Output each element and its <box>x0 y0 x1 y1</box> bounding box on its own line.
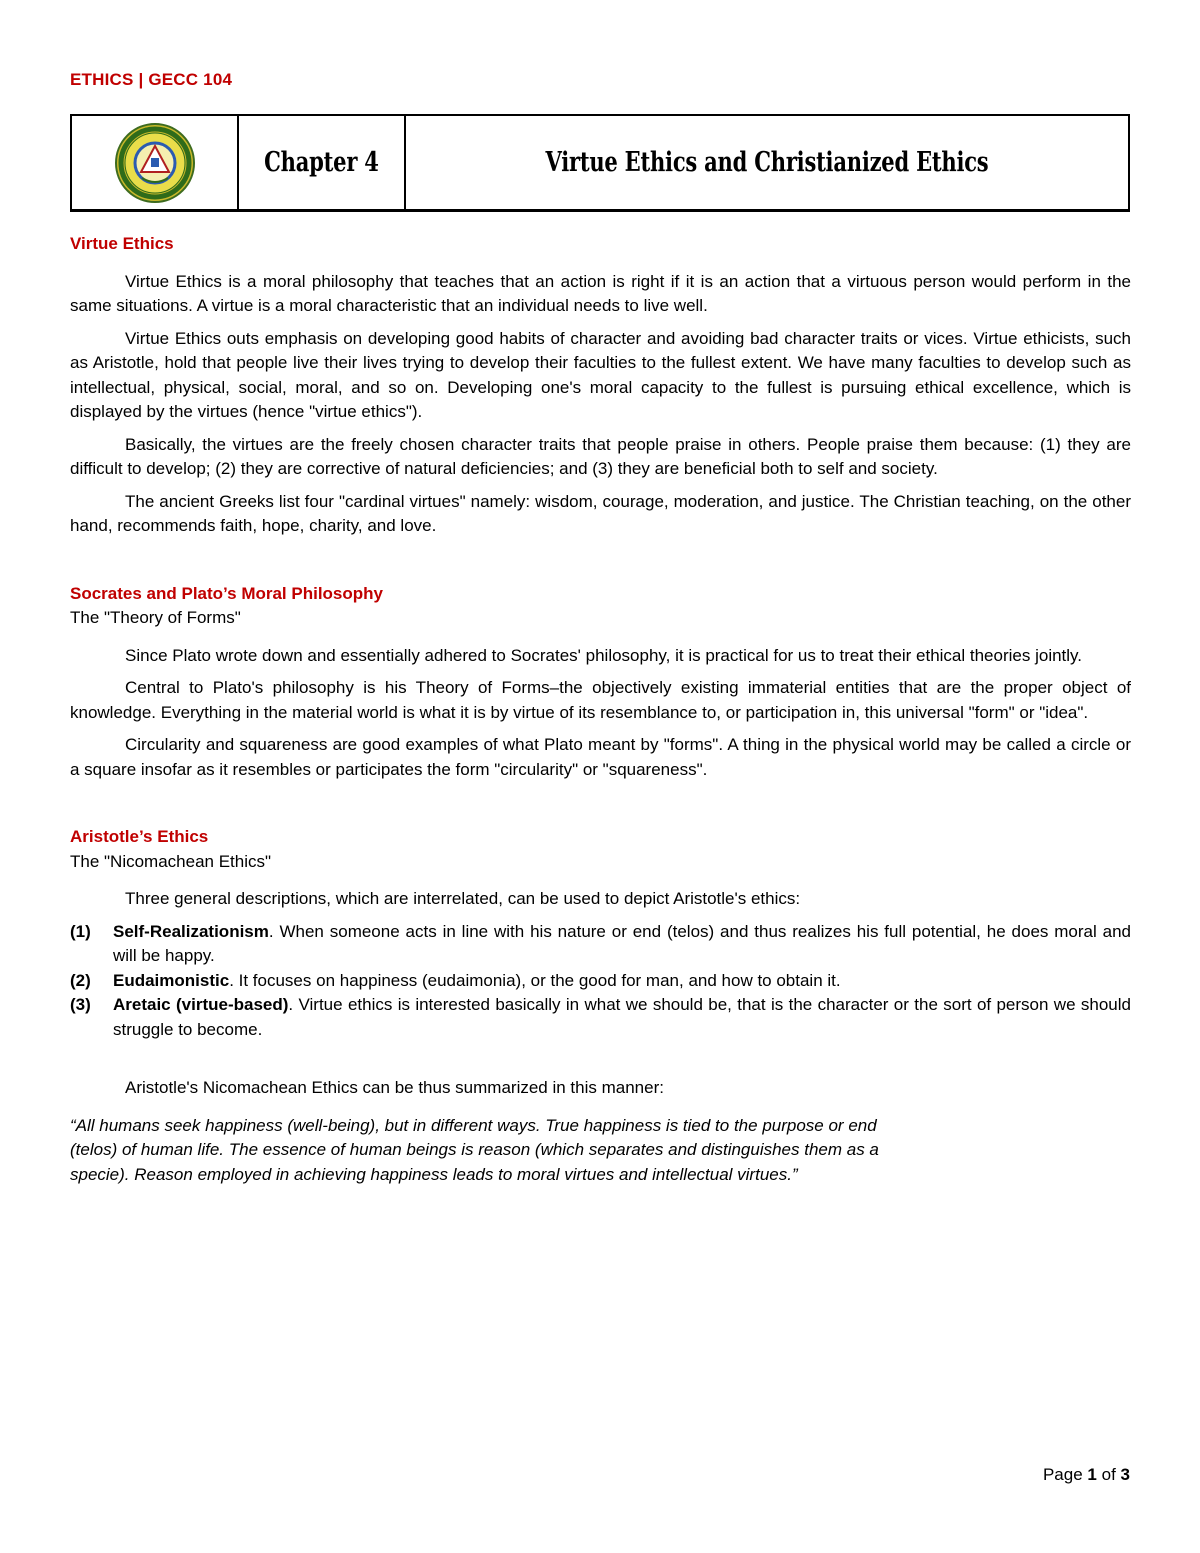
list-text <box>113 969 1131 994</box>
paragraph: Aristotle's Nicomachean Ethics can be thus summarized in this manner: <box>125 1078 664 1097</box>
chapter-title: Virtue Ethics and Christianized Ethics <box>545 147 989 178</box>
list-description: . When someone acts in line with his nature or end (telos) and thus realizes his full potential, he does moral and will be happy. <box>113 921 1131 965</box>
list-item <box>70 969 1131 994</box>
chapter-cell <box>239 116 406 209</box>
list-item <box>70 920 1131 969</box>
list-term: Self-Realizationism <box>113 921 269 941</box>
school-seal-icon <box>114 122 196 204</box>
section-subheading: The "Theory of Forms" <box>70 608 241 627</box>
title-cell <box>406 116 1128 209</box>
block-quote: “All humans seek happiness (well-being), but in different ways. True happiness is tied to the purpose or end (telos) of human life. The essence of human beings is reason (which separates and distinguishes them as a specie). Reason employed in achieving happiness leads to moral virtues and intellectual virtues.” <box>70 1115 879 1184</box>
paragraph: Central to Plato's philosophy is his Theory of Forms–the objectively existing immaterial entities that are the proper object of knowledge. Everything in the material world is what it is by virtue of its resemblance to, or participation in, this universal "form" or "idea". <box>70 678 1131 722</box>
section-heading-socrates-plato: Socrates and Plato’s Moral Philosophy <box>70 583 383 603</box>
paragraph: Virtue Ethics outs emphasis on developing good habits of character and avoiding bad character traits or vices. Virtue ethicists, such as Aristotle, hold that people live their lives trying to develop their faculties to the fullest extent. We have many faculties to develop such as intellectual, physical, social, moral, and so on. Developing one's moral capacity to the fullest is pursuing ethical excellence, which is displayed by the virtues (hence "virtue ethics"). <box>70 328 1131 421</box>
section-heading-aristotle: Aristotle’s Ethics <box>70 827 209 846</box>
page-current: 1 <box>1087 1465 1097 1484</box>
list-description: . It focuses on happiness (eudaimonia), or the good for man, and how to obtain it. <box>229 970 841 990</box>
chapter-number: Chapter 4 <box>264 147 379 178</box>
of-word: of <box>1101 1465 1116 1484</box>
list-description: . Virtue ethics is interested basically in what we should be, that is the character or the sort of person we should struggle to become. <box>113 995 1131 1039</box>
paragraph: The ancient Greeks list four "cardinal virtues" namely: wisdom, courage, moderation, and justice. The Christian teaching, on the other hand, recommends faith, hope, charity, and love. <box>70 491 1131 535</box>
paragraph: Since Plato wrote down and essentially adhered to Socrates' philosophy, it is practical for us to treat their ethical theories jointly. <box>125 645 1083 665</box>
document-body <box>70 232 1131 1187</box>
chapter-header-table <box>70 114 1130 212</box>
section-subheading: The "Nicomachean Ethics" <box>70 851 272 871</box>
descriptions-list <box>70 920 1131 1043</box>
list-number: (2) <box>70 970 91 990</box>
list-item <box>70 993 1131 1042</box>
list-text <box>113 920 1131 969</box>
paragraph: Circularity and squareness are good examples of what Plato meant by "forms". A thing in the physical world may be called a circle or a square insofar as it resembles or participates the form "circularity" or "squareness". <box>70 735 1131 779</box>
list-number: (1) <box>70 921 91 941</box>
logo-cell <box>72 116 239 209</box>
page-word: Page <box>1042 1465 1083 1484</box>
course-label: ETHICS | GECC 104 <box>70 70 233 89</box>
list-term: Eudaimonistic <box>113 970 230 990</box>
paragraph: Virtue Ethics is a moral philosophy that teaches that an action is right if it is an action that a virtuous person would perform in the same situations. A virtue is a moral characteristic that an individual needs to live well. <box>70 271 1131 315</box>
paragraph: Three general descriptions, which are interrelated, can be used to depict Aristotle's ethics: <box>125 889 801 908</box>
list-text <box>113 993 1131 1042</box>
list-term: Aretaic (virtue-based) <box>113 995 289 1014</box>
page-number <box>1043 1465 1130 1485</box>
list-number: (3) <box>70 995 91 1014</box>
page-total: 3 <box>1120 1465 1130 1484</box>
section-heading-virtue-ethics: Virtue Ethics <box>70 234 174 253</box>
paragraph: Basically, the virtues are the freely chosen character traits that people praise in others. People praise them because: (1) they are difficult to develop; (2) they are corrective of natural deficiencies; and (3) they are beneficial both to self and society. <box>70 434 1131 478</box>
